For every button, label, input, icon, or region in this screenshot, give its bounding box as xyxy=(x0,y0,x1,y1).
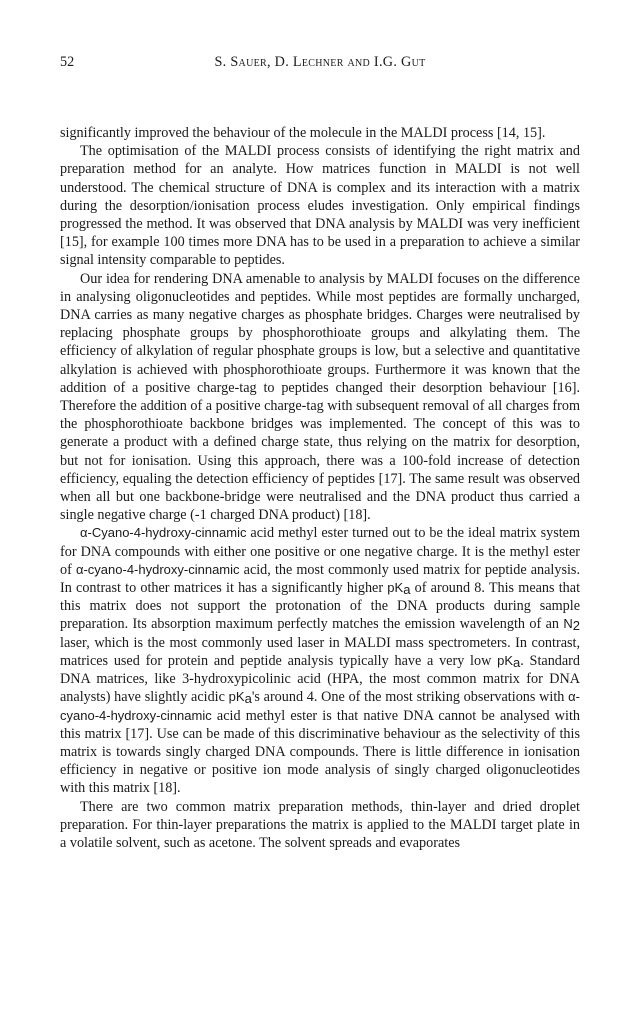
pka-symbol: pK xyxy=(228,689,245,705)
paragraph-matrix-system xyxy=(60,524,580,797)
chem-name: α-Cyano-4-hydroxy-cinnamic xyxy=(80,525,247,541)
chem-name: α-cyano-4-hydroxy-cinnamic xyxy=(60,689,580,723)
text-run: acid methyl ester turned out to be the ideal matrix system for DNA compounds with either one positive or one negative charge. It is the methyl ester of xyxy=(60,525,580,578)
text-run: laser, which is the most commonly used laser in MALDI mass spectrometers. In contrast, matrices used for protein and peptide analysis typically have a very low xyxy=(60,634,580,669)
paragraph-dna-charge-tag: Our idea for rendering DNA amenable to analysis by MALDI focuses on the difference in analysing oligonucleotides and peptides. While most peptides are formally uncharged, DNA carries as many negative charges as phosphate bridges. Charges were neutralised by replacing phosphate groups by phosphorothioate groups and alkylating them. The efficiency of alkylation of regular phosphate groups is low, but a selective and quantitative alkylation is achieved with phosphorothioate groups. Furthermore it was known that the addition of a positive charge-tag to peptides changed their desorption behaviour [16]. Therefore the addition of a positive charge-tag with subsequent removal of all charges from the phosphorothioate backbone bridges was implemented. The concept of this was to generate a product with a defined charge state, thus relying on the matrix for desorption, but not for ionisation. Using this approach, there was a 100-fold increase of detection efficiency, equaling the detection efficiency of peptides [17]. The same result was observed when all but one backbone-bridge were neutralised and the DNA product thus carried a single negative charge (-1 charged DNA product) [18]. xyxy=(60,270,580,524)
text-run: acid, the most commonly used matrix for peptide analysis. In contrast to other matrices it has a significantly higher xyxy=(60,561,580,597)
text-run: . Standard DNA matrices, like 3-hydroxypicolinic acid (HPA, the most common matrix for DNA analysts) have slightly acidic xyxy=(60,652,580,706)
body-text xyxy=(60,124,580,852)
pka-symbol: pK xyxy=(497,652,514,668)
running-head: S. Sauer, D. Lechner and I.G. Gut xyxy=(214,54,426,70)
chem-name: α-cyano-4-hydroxy-cinnamic xyxy=(75,561,240,577)
page-header xyxy=(60,54,580,74)
pka-symbol: pK xyxy=(387,580,404,596)
paragraph-preparation-methods: There are two common matrix preparation methods, thin-layer and dried droplet preparation. For thin-layer preparations the matrix is applied to the MALDI target plate in a volatile solvent, such as acetone. The solvent spreads and evaporates xyxy=(60,798,580,851)
paragraph-maldi-optimisation: The optimisation of the MALDI process consists of identifying the right matrix and preparation method for an analyte. How matrices function in MALDI is not well understood. The chemical structure of DNA is complex and its interaction with a matrix during the desorption/ionisation process eludes investigation. Only empirical findings progressed the method. It was observed that DNA analysis by MALDI was very inefficient [15], for example 100 times more DNA has to be used in a preparation to achieve a similar signal intensity comparable to peptides. xyxy=(60,143,580,269)
subscript: a xyxy=(244,691,252,707)
text-run: 's around 4. One of the most striking observations with xyxy=(251,689,569,706)
paragraph-continued: significantly improved the behaviour of the molecule in the MALDI process [14, 15]. xyxy=(60,125,546,141)
text-run: acid methyl ester is that native DNA cannot be analysed with this matrix [17]. Use can be made of this discriminative behaviour as the selectivity of this matrix is towards singly charged DNA compounds. There is little difference in ionisation efficiency in negative or positive ion mode analysis of singly charged oligonucleotides with this matrix [18]. xyxy=(60,707,580,797)
subscript: a xyxy=(403,582,411,598)
page-number: 52 xyxy=(60,54,75,70)
subscript: 2 xyxy=(572,618,580,634)
text-run: of around 8. This means that this matrix does not support the protonation of the DNA products during sample preparation. Its absorption maximum perfectly matches the emission wavelength of an xyxy=(60,580,581,633)
nitrogen-symbol: N xyxy=(563,616,573,632)
subscript: a xyxy=(513,654,521,670)
